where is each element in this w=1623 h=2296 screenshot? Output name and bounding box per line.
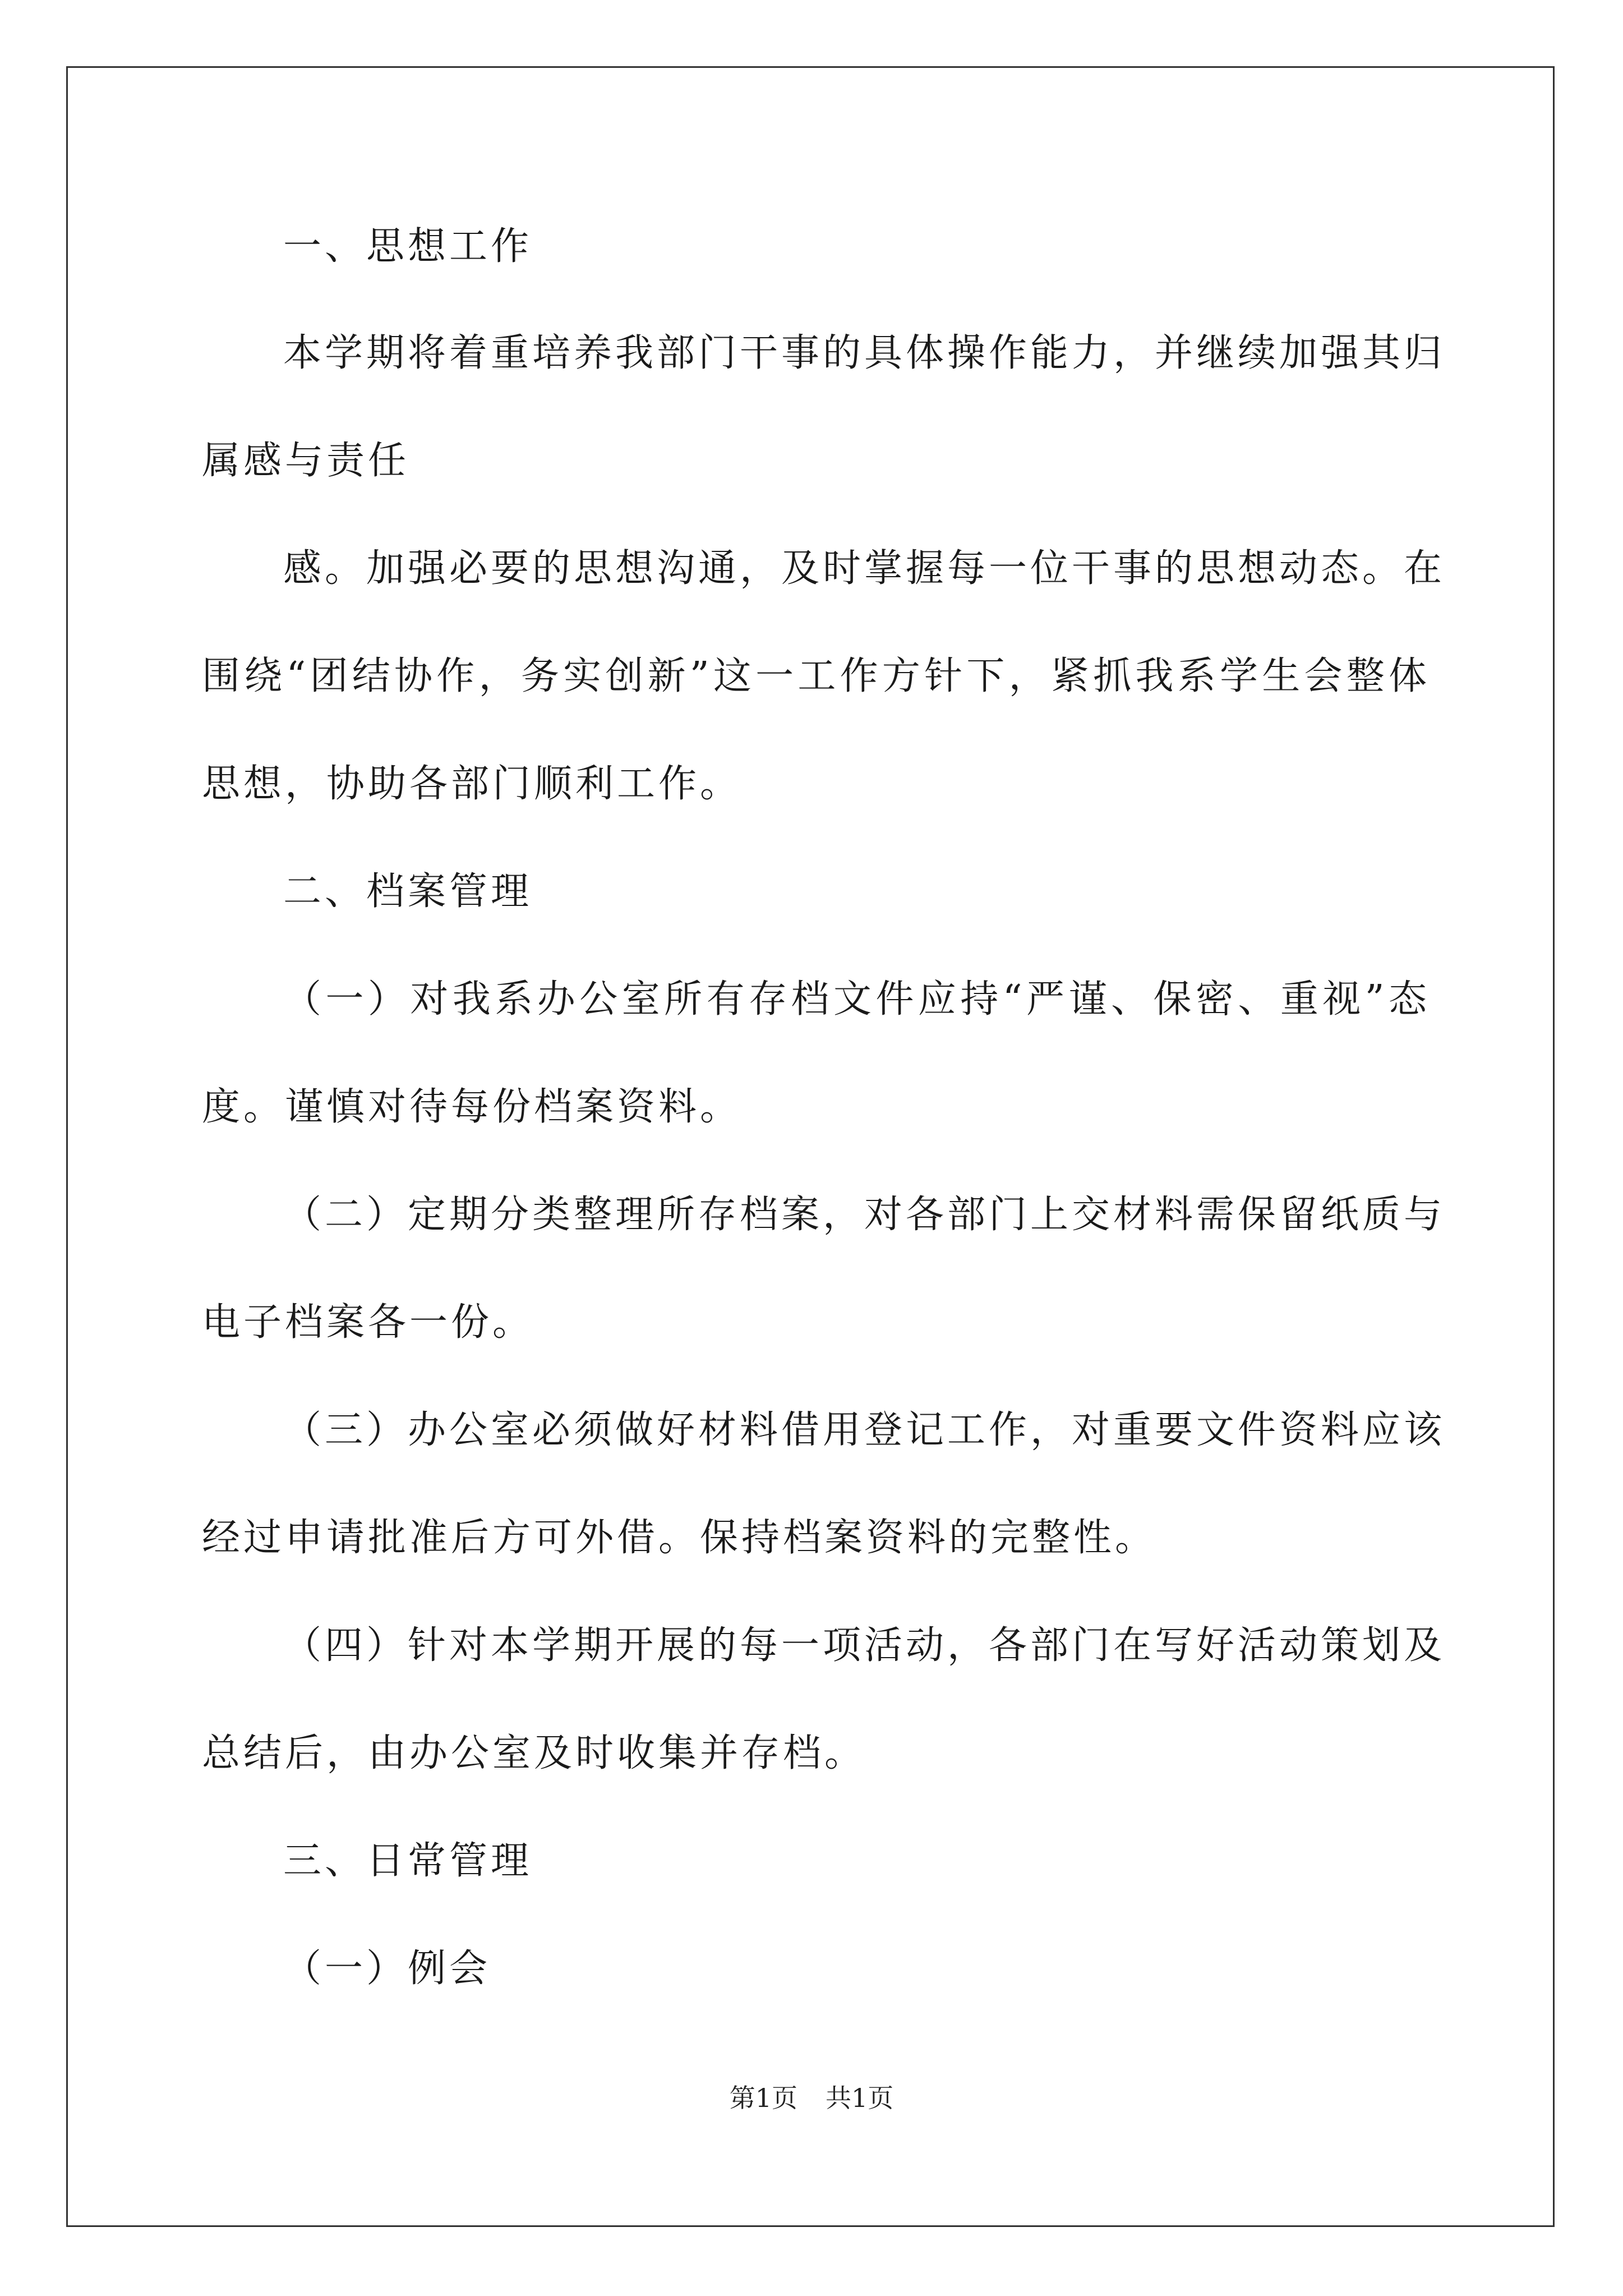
section-heading-daily: 三、日常管理 bbox=[283, 1839, 533, 1883]
paragraph-line: 度。谨慎对待每份档案资料。 bbox=[202, 1085, 742, 1129]
paragraph-line: （四）针对本学期开展的每一项活动，各部门在写好活动策划及 bbox=[283, 1623, 1446, 1668]
paragraph-line: （二）定期分类整理所存档案，对各部门上交材料需保留纸质与 bbox=[283, 1193, 1446, 1237]
page-footer bbox=[0, 2082, 1623, 2114]
paragraph-line: （一）对我系办公室所有存档文件应持“严谨、保密、重视”态 bbox=[283, 977, 1430, 1022]
page-number: 第1页 bbox=[729, 2083, 797, 2113]
paragraph-line: 总结后，由办公室及时收集并存档。 bbox=[202, 1731, 866, 1775]
section-heading-ideology: 一、思想工作 bbox=[283, 224, 533, 269]
paragraph-line: 围绕“团结协作，务实创新”这一工作方针下，紧抓我系学生会整体 bbox=[202, 654, 1430, 698]
paragraph-line: （三）办公室必须做好材料借用登记工作，对重要文件资料应该 bbox=[283, 1408, 1446, 1452]
section-heading-archives: 二、档案管理 bbox=[283, 869, 533, 914]
paragraph-line: 属感与责任 bbox=[202, 439, 410, 483]
paragraph-line: 思想，协助各部门顺利工作。 bbox=[202, 762, 742, 806]
paragraph-line: 电子档案各一份。 bbox=[202, 1300, 534, 1345]
paragraph-line: 经过申请批准后方可外借。保持档案资料的完整性。 bbox=[202, 1516, 1157, 1560]
paragraph-line: 本学期将着重培养我部门干事的具体操作能力，并继续加强其归 bbox=[283, 331, 1446, 375]
paragraph-line: （一）例会 bbox=[283, 1947, 491, 1991]
paragraph-line: 感。加强必要的思想沟通，及时掌握每一位干事的思想动态。在 bbox=[283, 546, 1446, 591]
page-border bbox=[66, 66, 1555, 2227]
page-total: 共1页 bbox=[826, 2083, 894, 2113]
